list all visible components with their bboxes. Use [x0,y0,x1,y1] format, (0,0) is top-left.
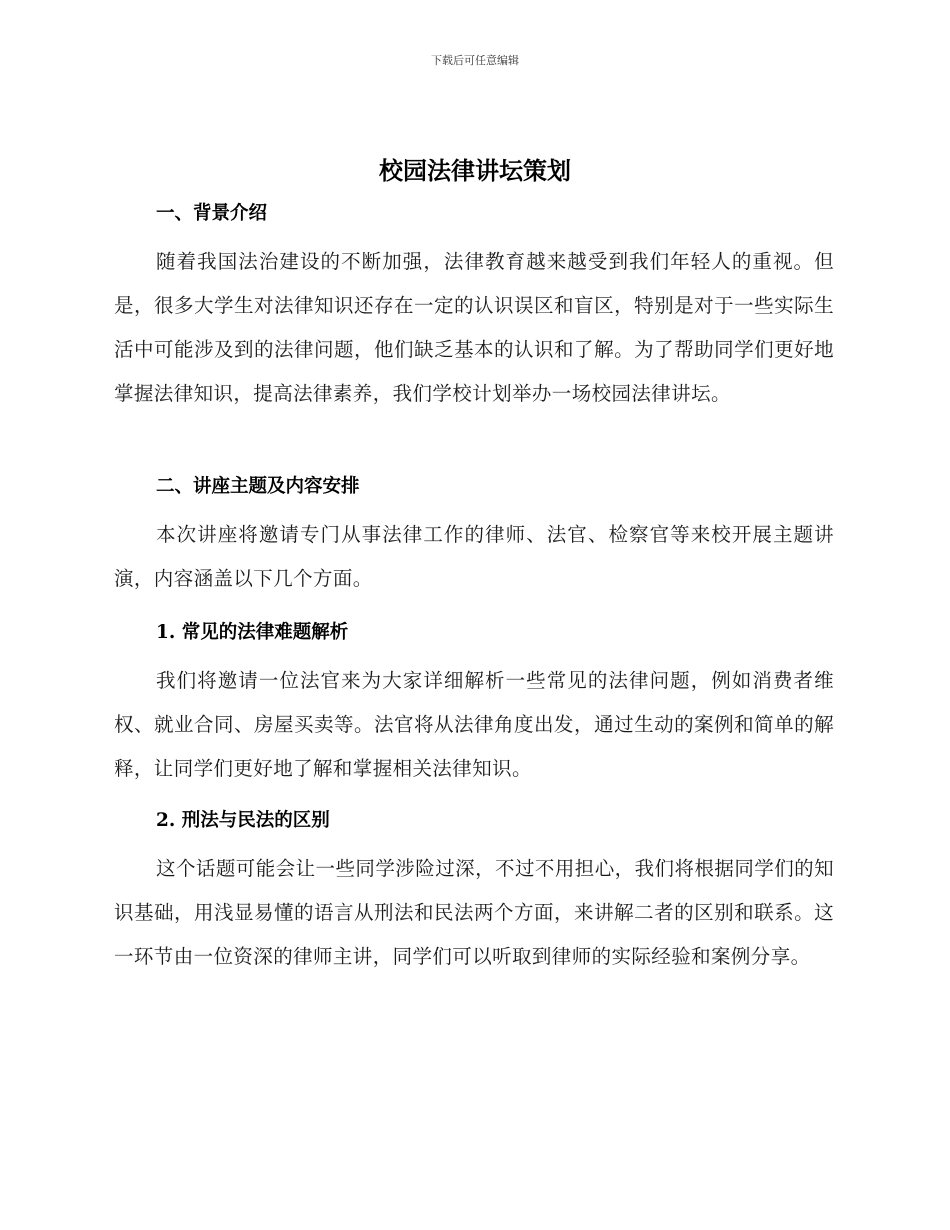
section-paragraph-topics: 本次讲座将邀请专门从事法律工作的律师、法官、检察官等来校开展主题讲演，内容涵盖以下几个方面。 [114,523,834,590]
page-header: 下载后可任意编辑 [431,54,519,67]
document-title: 校园法律讲坛策划 [379,157,571,185]
section-heading-legal-problems: 1. 常见的法律难题解析 [156,622,349,643]
section-heading-criminal-vs-civil: 2. 刑法与民法的区别 [156,810,330,831]
section-heading-topics: 二、讲座主题及内容安排 [156,476,360,497]
section-paragraph-criminal-vs-civil: 这个话题可能会让一些同学涉险过深，不过不用担心，我们将根据同学们的知识基础，用浅显易懂的语言从刑法和民法两个方面，来讲解二者的区别和联系。这一环节由一位资深的律师主讲，同学们可以听取到律师的实际经验和案例分享。 [114,857,834,968]
section-paragraph-background: 随着我国法治建设的不断加强，法律教育越来越受到我们年轻人的重视。但是，很多大学生对法律知识还存在一定的认识误区和盲区，特别是对于一些实际生活中可能涉及到的法律问题，他们缺乏基本的认识和了解。为了帮助同学们更好地掌握法律知识，提高法律素养，我们学校计划举办一场校园法律讲坛。 [114,250,834,405]
section-heading-background: 一、背景介绍 [156,203,268,224]
section-paragraph-legal-problems: 我们将邀请一位法官来为大家详细解析一些常见的法律问题，例如消费者维权、就业合同、房屋买卖等。法官将从法律角度出发，通过生动的案例和简单的解释，让同学们更好地了解和掌握相关法律知识。 [114,669,834,780]
